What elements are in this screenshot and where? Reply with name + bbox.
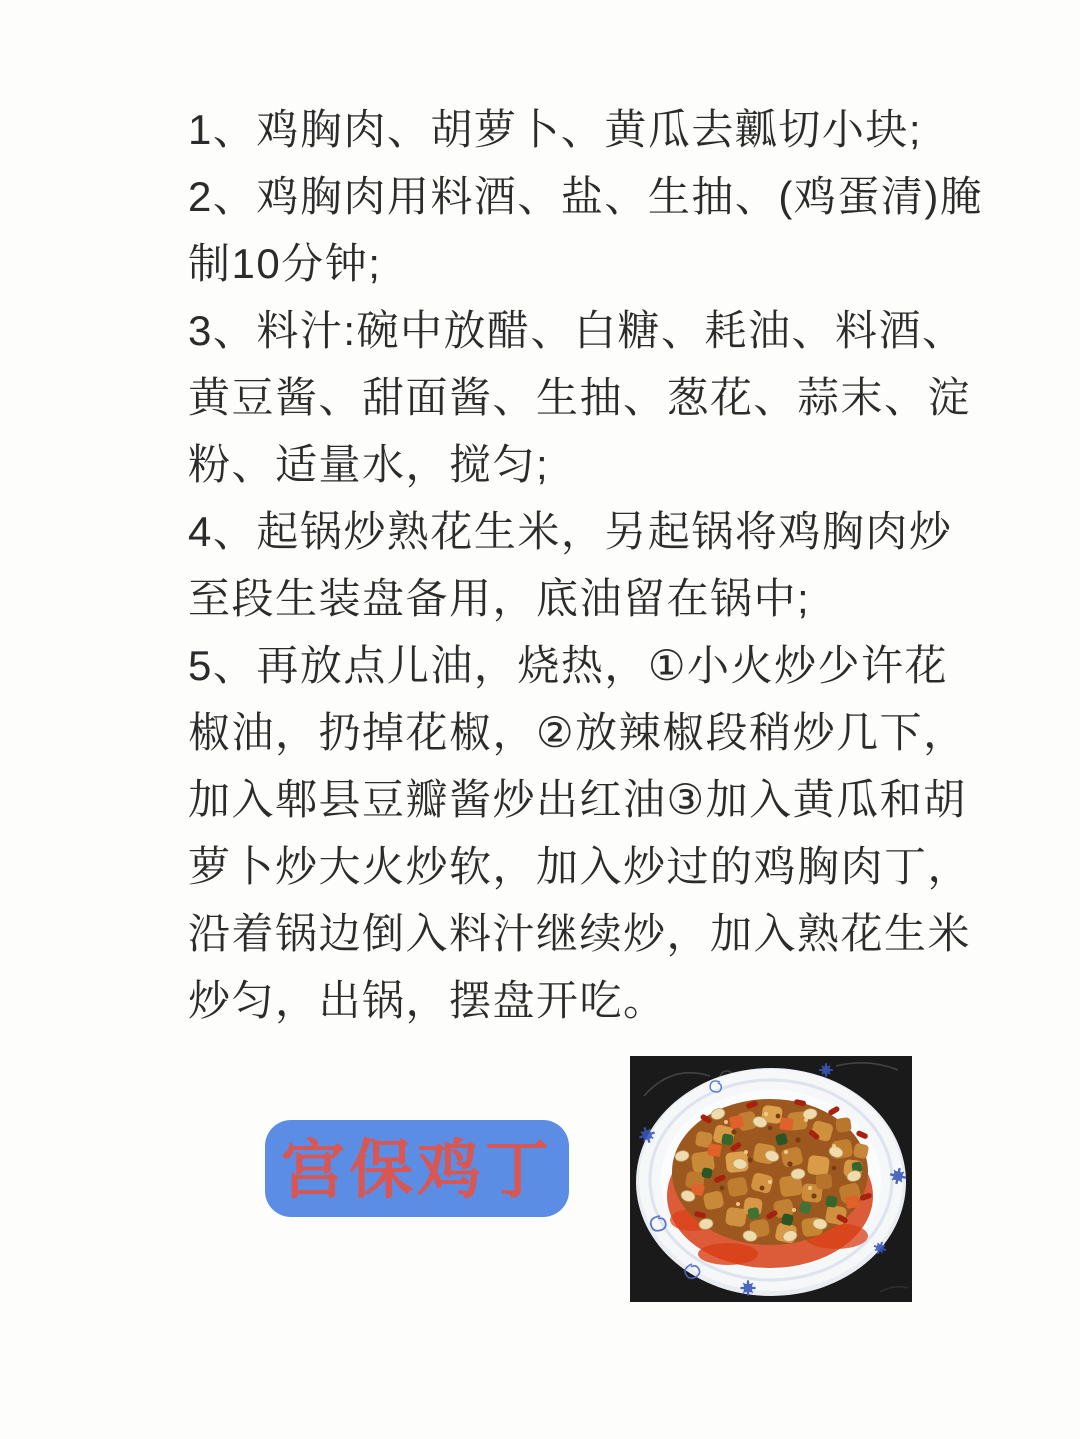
recipe-steps (188, 96, 984, 1034)
dish-title-banner (265, 1120, 569, 1217)
recipe-line: 2、鸡胸肉用料酒、盐、生抽、(鸡蛋清)腌 (188, 173, 984, 220)
recipe-line: 黄豆酱、甜面酱、生抽、葱花、蒜末、淀 (188, 374, 972, 421)
recipe-line: 1、鸡胸肉、胡萝卜、黄瓜去瓤切小块; (188, 106, 923, 153)
recipe-line: 4、起锅炒熟花生米，另起锅将鸡胸肉炒 (188, 508, 953, 555)
recipe-line: 3、料汁:碗中放醋、白糖、耗油、料酒、 (188, 307, 966, 354)
dish-photo-illustration (630, 1056, 912, 1302)
recipe-line: 加入郫县豆瓣酱炒出红油③加入黄瓜和胡 (188, 776, 967, 823)
recipe-line: 粉、适量水，搅匀; (188, 441, 550, 488)
recipe-line: 萝卜炒大火炒软，加入炒过的鸡胸肉丁， (188, 843, 972, 890)
recipe-line: 制10分钟; (188, 240, 382, 287)
recipe-line: 沿着锅边倒入料汁继续炒，加入熟花生米 (188, 910, 972, 957)
recipe-line: 椒油，扔掉花椒，②放辣椒段稍炒几下， (188, 709, 967, 756)
recipe-line: 5、再放点儿油，烧热，①小火炒少许花 (188, 642, 949, 689)
dish-title: 宫保鸡丁 (281, 1133, 553, 1206)
dish-photo (630, 1056, 912, 1302)
recipe-line: 炒匀，出锅，摆盘开吃。 (188, 977, 667, 1024)
recipe-line: 至段生装盘备用，底油留在锅中; (188, 575, 811, 622)
